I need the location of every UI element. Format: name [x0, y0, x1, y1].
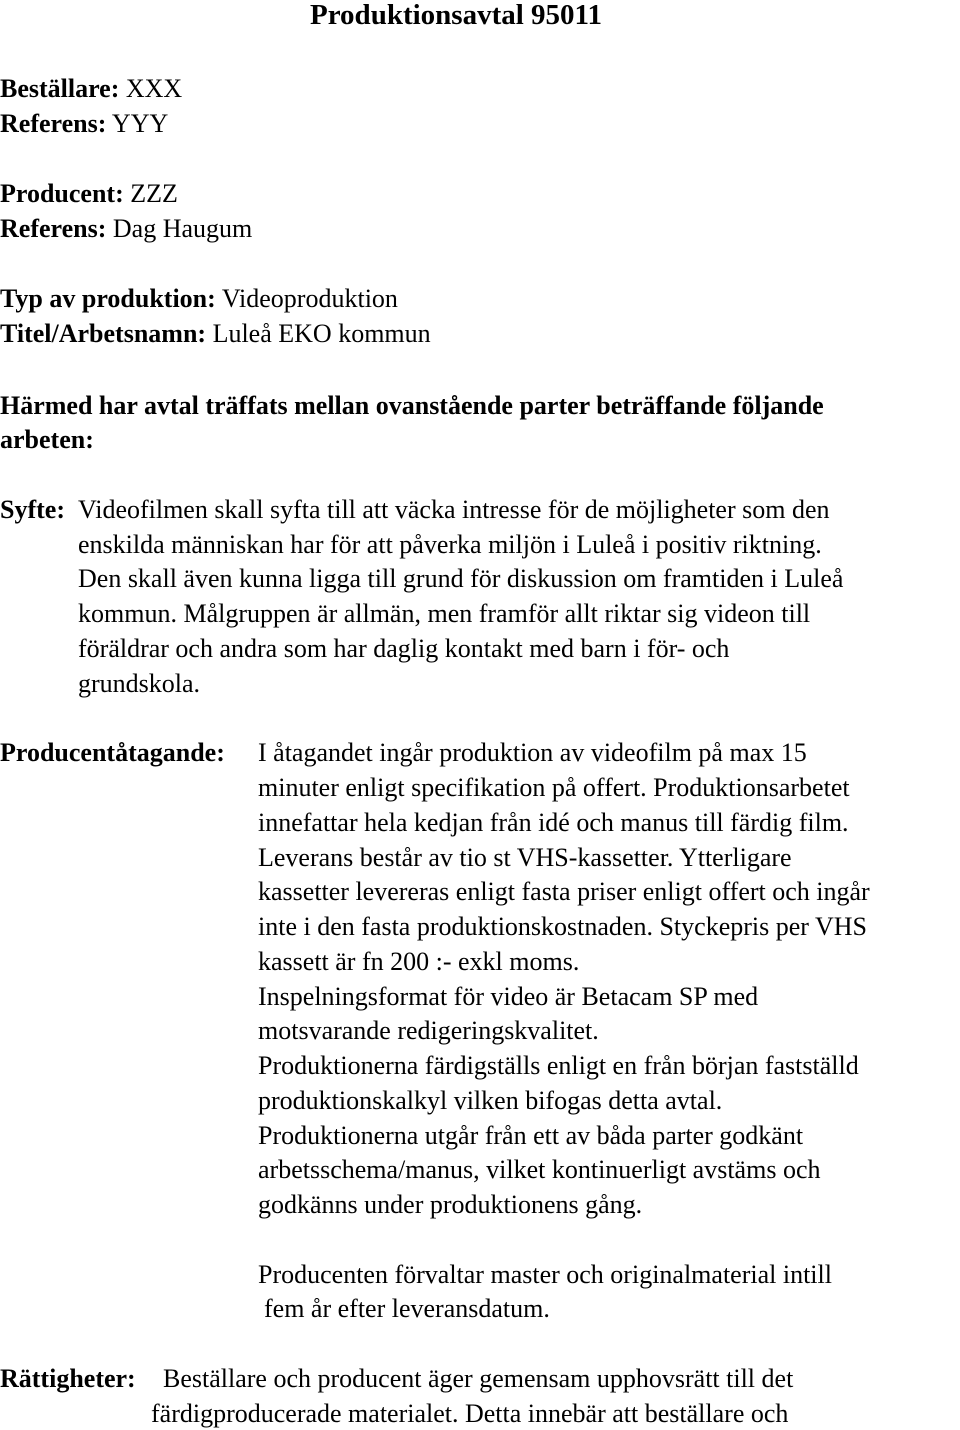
syfte-label: Syfte:: [0, 495, 65, 524]
producentatagande-line: minuter enligt specifikation på offert. Produktionsarbetet: [258, 773, 850, 802]
producentatagande-line: I åtagandet ingår produktion av videofilm på max 15: [258, 738, 807, 767]
bestallare-label: Beställare:: [0, 74, 120, 103]
producentatagande-line: Producenten förvaltar master och originalmaterial intill: [258, 1260, 832, 1289]
producentatagande-line: godkänns under produktionens gång.: [258, 1190, 643, 1219]
producentatagande-line: Leverans består av tio st VHS-kassetter. Ytterligare: [258, 843, 792, 872]
syfte-line: Videofilmen skall syfta till att väcka intresse för de möjligheter som den: [78, 495, 830, 524]
intro-line: Härmed har avtal träffats mellan ovanstående parter beträffande följande: [0, 391, 824, 420]
titel-row: [0, 319, 431, 349]
producentatagande-line: Produktionerna färdigställs enligt en från början fastställd: [258, 1051, 859, 1080]
document-title: Produktionsavtal 95011: [310, 0, 602, 31]
syfte-line: Den skall även kunna ligga till grund för diskussion om framtiden i Luleå: [78, 564, 844, 593]
producent-row: [0, 179, 178, 209]
bestallare-ref-label: Referens:: [0, 109, 107, 138]
syfte-line: föräldrar och andra som har daglig kontakt med barn i för- och: [78, 634, 730, 663]
syfte-line: enskilda människan har för att påverka miljön i Luleå i positiv riktning.: [78, 530, 822, 559]
syfte-line: grundskola.: [78, 669, 201, 698]
typ-value: Videoproduktion: [221, 284, 398, 313]
bestallare-ref-value: YYY: [111, 109, 169, 138]
typ-row: [0, 284, 398, 314]
titel-label: Titel/Arbetsnamn:: [0, 319, 207, 348]
producent-value: ZZZ: [130, 179, 178, 208]
producentatagande-line: Produktionerna utgår från ett av båda parter godkänt: [258, 1121, 804, 1150]
producent-ref-row: [0, 214, 252, 244]
syfte-line: kommun. Målgruppen är allmän, men framför allt riktar sig videon till: [78, 599, 811, 628]
producentatagande-line: inte i den fasta produktionskostnaden. Styckepris per VHS: [258, 912, 867, 941]
producentatagande-line: Inspelningsformat för video är Betacam SP med: [258, 982, 759, 1011]
producentatagande-line: arbetsschema/manus, vilket kontinuerligt avstäms och: [258, 1155, 821, 1184]
titel-value: Luleå EKO kommun: [212, 319, 431, 348]
producentatagande-line: innefattar hela kedjan från idé och manus till färdig film.: [258, 808, 849, 837]
rattigheter-line: Beställare och producent äger gemensam upphovsrätt till det: [163, 1364, 794, 1393]
bestallare-row: [0, 74, 182, 104]
producentatagande-line: kassett är fn 200 :- exkl moms.: [258, 947, 580, 976]
producentatagande-line: motsvarande redigeringskvalitet.: [258, 1016, 599, 1045]
producentatagande-line: produktionskalkyl vilken bifogas detta avtal.: [258, 1086, 723, 1115]
producent-ref-value: Dag Haugum: [112, 214, 253, 243]
rattigheter-label: Rättigheter:: [0, 1364, 136, 1393]
producentatagande-label: Producentåtagande:: [0, 738, 225, 767]
bestallare-ref-row: [0, 109, 168, 139]
producentatagande-line: fem år efter leveransdatum.: [264, 1294, 550, 1323]
producent-ref-label: Referens:: [0, 214, 107, 243]
typ-label: Typ av produktion:: [0, 284, 216, 313]
intro-line: arbeten:: [0, 425, 94, 454]
producentatagande-line: kassetter levereras enligt fasta priser enligt offert och ingår: [258, 877, 870, 906]
producent-label: Producent:: [0, 179, 124, 208]
bestallare-value: XXX: [125, 74, 183, 103]
rattigheter-line: färdigproducerade materialet. Detta innebär att beställare och: [151, 1399, 789, 1428]
